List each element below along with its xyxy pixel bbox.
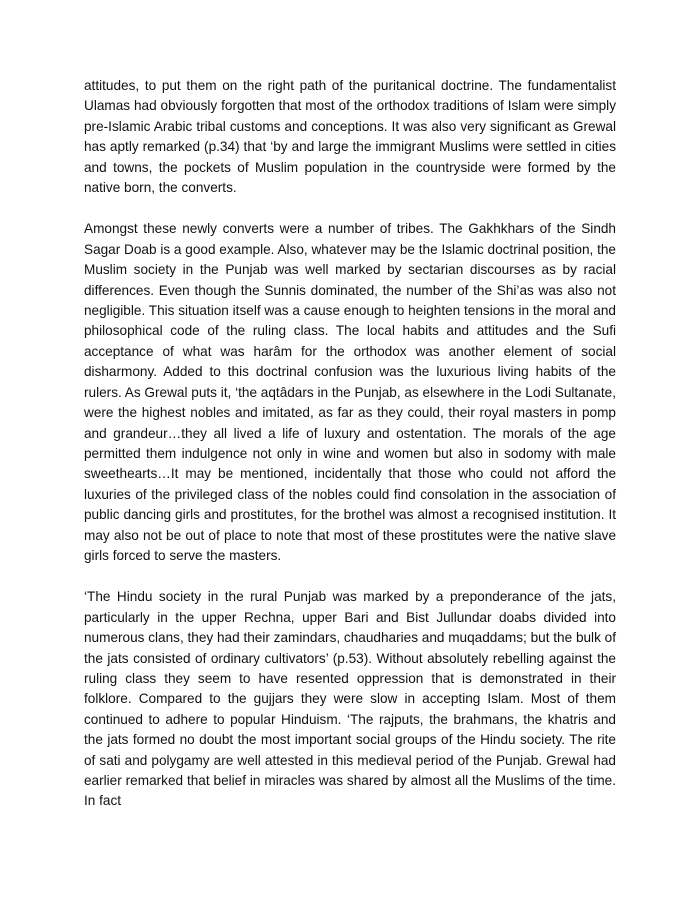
document-body xyxy=(84,76,616,812)
paragraph-3: ‘The Hindu society in the rural Punjab was marked by a preponderance of the jats, particularly in the upper Rechna, upper Bari and Bist Jullundar doabs divided into numerous clans, they had their zamindars, chaudharies and muqaddams; but the bulk of the jats consisted of ordinary cultivators’ (p.53). Without absolutely rebelling against the ruling class they seem to have resented oppression that is demonstrated in their folklore. Compared to the gujjars they were slow in accepting Islam. Most of them continued to adhere to popular Hinduism. ‘The rajputs, the brahmans, the khatris and the jats formed no doubt the most important social groups of the Hindu society. The rite of sati and polygamy are well attested in this medieval period of the Punjab. Grewal had earlier remarked that belief in miracles was shared by almost all the Muslims of the time. In fact xyxy=(84,589,616,809)
paragraph-2: Amongst these newly converts were a number of tribes. The Gakhkhars of the Sindh Sagar Doab is a good example. Also, whatever may be the Islamic doctrinal position, the Muslim society in the Punjab was well marked by sectarian discourses as by racial differences. Even though the Sunnis dominated, the number of the Shi’as was also not negligible. This situation itself was a cause enough to heighten tensions in the moral and philosophical code of the ruling class. The local habits and attitudes and the Sufi acceptance of what was harâm for the orthodox was another element of social disharmony. Added to this doctrinal confusion was the luxurious living habits of the rulers. As Grewal puts it, ‘the aqtâdars in the Punjab, as elsewhere in the Lodi Sultanate, were the highest nobles and imitated, as far as they could, their royal masters in pomp and grandeur…they all lived a life of luxury and ostentation. The morals of the age permitted them indulgence not only in wine and women but also in sodomy with male sweethearts…It may be mentioned, incidentally that those who could not afford the luxuries of the privileged class of the nobles could find consolation in the association of public dancing girls and prostitutes, for the brothel was almost a recognised institution. It may also not be out of place to note that most of these prostitutes were the native slave girls forced to serve the masters. xyxy=(84,221,616,563)
paragraph-1: attitudes, to put them on the right path of the puritanical doctrine. The fundamentalist Ulamas had obviously forgotten that most of the orthodox traditions of Islam were simply pre-Islamic Arabic tribal customs and conceptions. It was also very significant as Grewal has aptly remarked (p.34) that ‘by and large the immigrant Muslims were settled in cities and towns, the pockets of Muslim population in the countryside were formed by the native born, the converts. xyxy=(84,78,616,196)
